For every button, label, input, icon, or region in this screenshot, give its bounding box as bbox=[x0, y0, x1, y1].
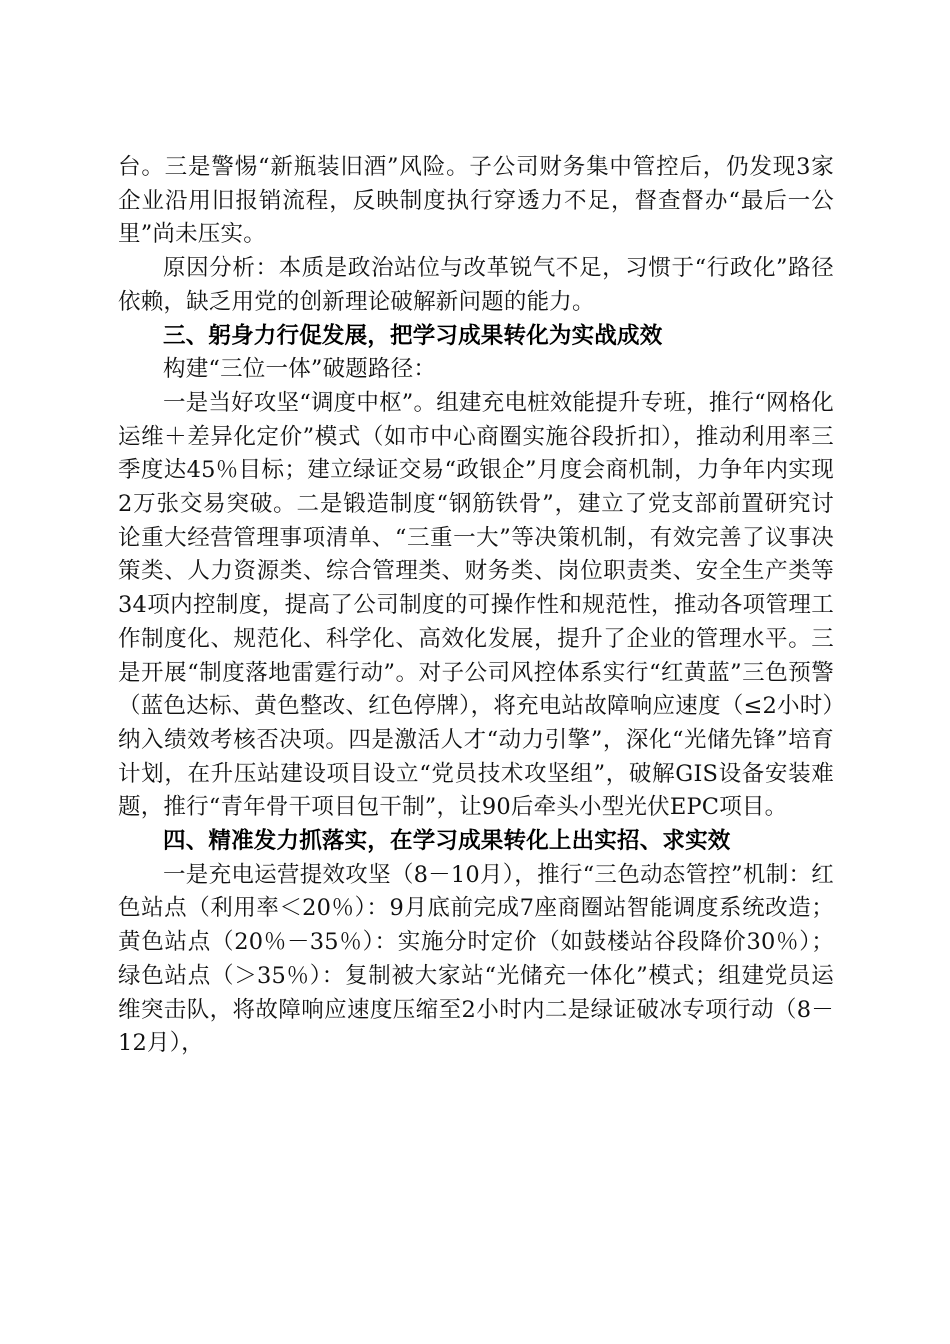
paragraph-cause-analysis: 原因分析：本质是政治站位与改革锐气不足，习惯于“行政化”路径依赖，缺乏用党的创新理论破解新问题的能力。 bbox=[118, 255, 834, 315]
paragraph-three-in-one-path: 构建“三位一体”破题路径： bbox=[163, 356, 437, 383]
paragraph-measures: 一是当好攻坚“调度中枢”。组建充电桩效能提升专班，推行“网格化运维＋差异化定价”模式（如市中心商圈实施谷段折扣），推动利用率三季度达45％目标；建立绿证交易“政银企”月度会商机制，力争年内实现2万张交易突破。二是锻造制度“钢筋铁骨”，建立了党支部前置研究讨论重大经营管理事项清单、“三重一大”等决策机制，有效完善了议事决策类、人力资源类、综合管理类、财务类、岗位职责类、安全生产类等34项内控制度，提高了公司制度的可操作性和规范性，推动各项管理工作制度化、规范化、科学化、高效化发展，提升了企业的管理水平。三是开展“制度落地雷霆行动”。对子公司风控体系实行“红黄蓝”三色预警（蓝色达标、黄色整改、红色停牌），将充电站故障响应速度（≤2小时）纳入绩效考核否决项。四是激活人才“动力引擎”，深化“光储先锋”培育计划，在升压站建设项目设立“党员技术攻坚组”，破解GIS设备安装难题，推行“青年骨干项目包干制”，让90后牵头小型光伏EPC项目。 bbox=[118, 389, 834, 821]
section-heading-three: 三、躬身力行促发展，把学习成果转化为实战成效 bbox=[163, 322, 663, 349]
section-heading-four: 四、精准发力抓落实，在学习成果转化上出实招、求实效 bbox=[163, 828, 731, 855]
document-body bbox=[118, 151, 834, 1061]
paragraph-charging-operations: 一是充电运营提效攻坚（8－10月），推行“三色动态管控”机制：红色站点（利用率＜20％）：9月底前完成7座商圈站智能调度系统改造；黄色站点（20％－35％）：实施分时定价（如鼓楼站谷段降价30％）；绿色站点（＞35％）：复制被大家站“光储充一体化”模式；组建党员运维突击队，将故障响应速度压缩至2小时内二是绿证破冰专项行动（8－12月）， bbox=[118, 861, 834, 1057]
paragraph-continuation-risks: 台。三是警惕“新瓶装旧酒”风险。子公司财务集中管控后，仍发现3家企业沿用旧报销流程，反映制度执行穿透力不足，督查督办“最后一公里”尚未压实。 bbox=[118, 154, 834, 248]
